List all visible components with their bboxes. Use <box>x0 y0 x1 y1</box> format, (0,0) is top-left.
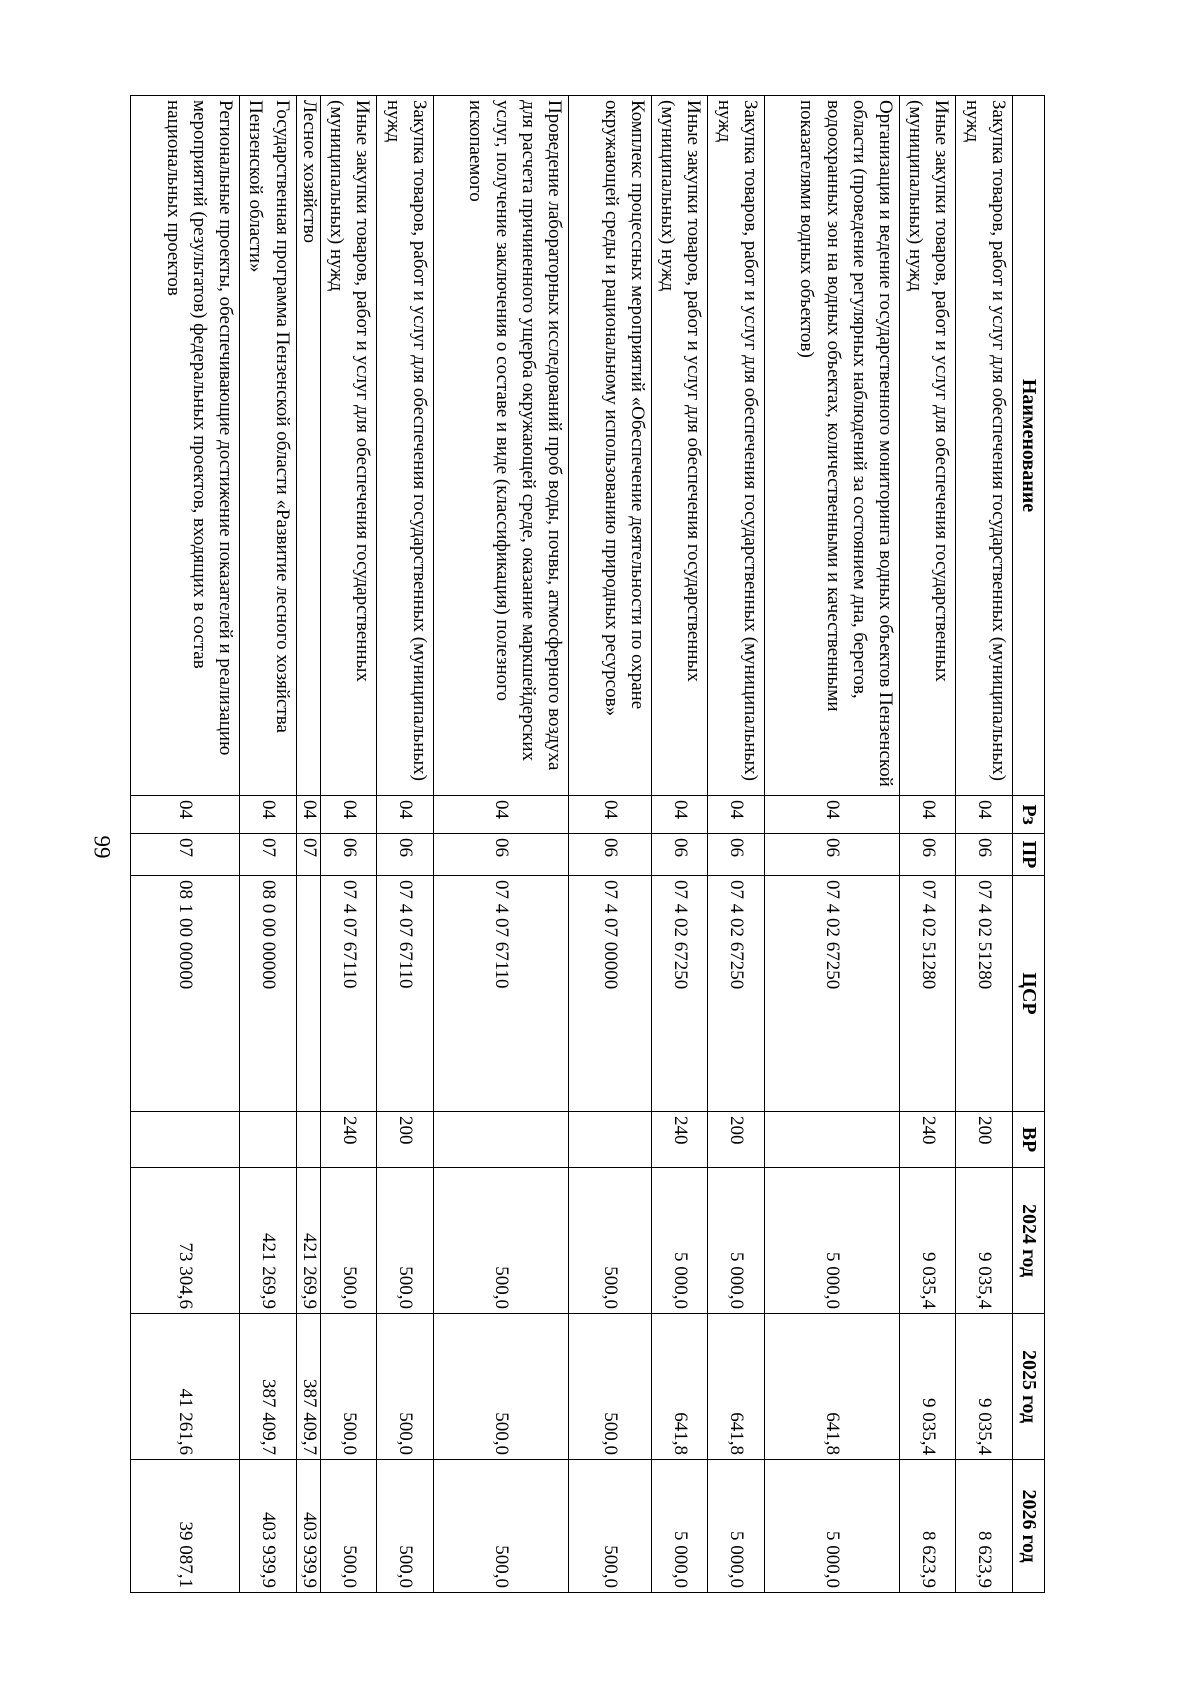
cell-csr: 07 4 02 51280 <box>956 876 1013 1112</box>
cell-2025: 500,0 <box>569 1314 652 1460</box>
cell-csr: 08 0 00 00000 <box>240 876 297 1112</box>
header-2026: 2026 год <box>1013 1460 1045 1593</box>
cell-2026: 500,0 <box>433 1460 568 1593</box>
cell-pr: 06 <box>900 834 957 876</box>
table-header-row <box>1013 96 1045 1593</box>
cell-pr: 07 <box>131 834 240 876</box>
cell-csr: 07 4 02 67250 <box>764 876 899 1112</box>
table-row <box>131 96 240 1593</box>
cell-name: Закупка товаров, работ и услуг для обеспечения государственных (муниципальных) нужд <box>956 96 1013 796</box>
cell-vr <box>131 1112 240 1168</box>
cell-2026: 5 000,0 <box>764 1460 899 1593</box>
header-2024: 2024 год <box>1013 1168 1045 1314</box>
cell-pr: 06 <box>651 834 708 876</box>
cell-vr: 200 <box>377 1112 434 1168</box>
cell-vr <box>569 1112 652 1168</box>
cell-2026: 500,0 <box>569 1460 652 1593</box>
rotated-table-container <box>130 95 1045 1592</box>
table-row <box>708 96 765 1593</box>
cell-csr <box>296 876 320 1112</box>
cell-vr <box>433 1112 568 1168</box>
cell-rz: 04 <box>651 796 708 834</box>
cell-2026: 39 087,1 <box>131 1460 240 1593</box>
cell-2024: 5 000,0 <box>708 1168 765 1314</box>
table-row <box>240 96 297 1593</box>
cell-pr: 07 <box>296 834 320 876</box>
cell-rz: 04 <box>764 796 899 834</box>
cell-2026: 8 623,9 <box>900 1460 957 1593</box>
cell-rz: 04 <box>569 796 652 834</box>
cell-2025: 9 035,4 <box>956 1314 1013 1460</box>
table-row <box>296 96 320 1593</box>
cell-pr: 06 <box>433 834 568 876</box>
table-row <box>900 96 957 1593</box>
cell-2026: 8 623,9 <box>956 1460 1013 1593</box>
cell-pr: 06 <box>377 834 434 876</box>
cell-csr: 07 4 07 67110 <box>433 876 568 1112</box>
cell-csr: 07 4 02 51280 <box>900 876 957 1112</box>
cell-rz: 04 <box>320 796 377 834</box>
cell-2026: 500,0 <box>320 1460 377 1593</box>
header-rz: Рз <box>1013 796 1045 834</box>
cell-name: Закупка товаров, работ и услуг для обеспечения государственных (муниципальных) нужд <box>377 96 434 796</box>
cell-rz: 04 <box>433 796 568 834</box>
table-row <box>320 96 377 1593</box>
cell-name: Иные закупки товаров, работ и услуг для обеспечения государственных (муниципальных) нужд <box>651 96 708 796</box>
cell-name: Региональные проекты, обеспечивающие достижение показателей и реализацию мероприятий (результатов) федеральных проектов, входящих в состав национальных проектов <box>131 96 240 796</box>
cell-2024: 9 035,4 <box>956 1168 1013 1314</box>
cell-vr <box>764 1112 899 1168</box>
table-row <box>433 96 568 1593</box>
header-2025: 2025 год <box>1013 1314 1045 1460</box>
cell-rz: 04 <box>708 796 765 834</box>
table-row <box>651 96 708 1593</box>
cell-vr: 200 <box>708 1112 765 1168</box>
cell-2025: 500,0 <box>433 1314 568 1460</box>
cell-name: Комплекс процессных мероприятий «Обеспечение деятельности по охране окружающей среды и рациональному использованию природных ресурсов» <box>569 96 652 796</box>
cell-2026: 5 000,0 <box>651 1460 708 1593</box>
cell-2024: 421 269,9 <box>240 1168 297 1314</box>
cell-2024: 5 000,0 <box>651 1168 708 1314</box>
page-number: 99 <box>89 835 115 859</box>
cell-2025: 641,8 <box>764 1314 899 1460</box>
cell-csr: 07 4 02 67250 <box>708 876 765 1112</box>
cell-pr: 06 <box>569 834 652 876</box>
cell-pr: 06 <box>708 834 765 876</box>
cell-rz: 04 <box>240 796 297 834</box>
cell-pr: 06 <box>764 834 899 876</box>
cell-vr: 240 <box>320 1112 377 1168</box>
cell-2025: 500,0 <box>320 1314 377 1460</box>
header-csr: ЦСР <box>1013 876 1045 1112</box>
cell-2026: 5 000,0 <box>708 1460 765 1593</box>
cell-pr: 06 <box>320 834 377 876</box>
cell-rz: 04 <box>956 796 1013 834</box>
cell-2026: 403 939,9 <box>296 1460 320 1593</box>
cell-vr: 200 <box>956 1112 1013 1168</box>
cell-name: Иные закупки товаров, работ и услуг для обеспечения государственных (муниципальных) нужд <box>320 96 377 796</box>
cell-vr <box>240 1112 297 1168</box>
cell-2024: 9 035,4 <box>900 1168 957 1314</box>
cell-2024: 500,0 <box>569 1168 652 1314</box>
cell-2025: 641,8 <box>708 1314 765 1460</box>
cell-vr: 240 <box>900 1112 957 1168</box>
cell-2024: 5 000,0 <box>764 1168 899 1314</box>
cell-vr: 240 <box>651 1112 708 1168</box>
header-name: Наименование <box>1013 96 1045 796</box>
cell-2025: 387 409,7 <box>296 1314 320 1460</box>
cell-2025: 387 409,7 <box>240 1314 297 1460</box>
cell-2024: 421 269,9 <box>296 1168 320 1314</box>
cell-2026: 403 939,9 <box>240 1460 297 1593</box>
cell-2024: 500,0 <box>433 1168 568 1314</box>
cell-csr: 07 4 07 67110 <box>320 876 377 1112</box>
cell-rz: 04 <box>900 796 957 834</box>
table-row <box>764 96 899 1593</box>
cell-rz: 04 <box>377 796 434 834</box>
budget-table <box>130 95 1045 1593</box>
cell-2026: 500,0 <box>377 1460 434 1593</box>
cell-csr: 07 4 02 67250 <box>651 876 708 1112</box>
cell-2024: 73 304,6 <box>131 1168 240 1314</box>
cell-name: Лесное хозяйство <box>296 96 320 796</box>
header-pr: ПР <box>1013 834 1045 876</box>
cell-pr: 06 <box>956 834 1013 876</box>
cell-name: Иные закупки товаров, работ и услуг для обеспечения государственных (муниципальных) нужд <box>900 96 957 796</box>
cell-vr <box>296 1112 320 1168</box>
cell-csr: 08 1 00 00000 <box>131 876 240 1112</box>
cell-2025: 41 261,6 <box>131 1314 240 1460</box>
cell-name: Организация и ведение государственного мониторинга водных объектов Пензенской области (проведение регулярных наблюдений за состоянием дна, берегов, водоохранных зон на водных объектах, количественными и качественными показателями водных объектов) <box>764 96 899 796</box>
header-vr: ВР <box>1013 1112 1045 1168</box>
cell-2024: 500,0 <box>320 1168 377 1314</box>
table-row <box>377 96 434 1593</box>
cell-name: Закупка товаров, работ и услуг для обеспечения государственных (муниципальных) нужд <box>708 96 765 796</box>
cell-csr: 07 4 07 00000 <box>569 876 652 1112</box>
cell-name: Государственная программа Пензенской области «Развитие лесного хозяйства Пензенской области» <box>240 96 297 796</box>
cell-2025: 9 035,4 <box>900 1314 957 1460</box>
cell-2025: 500,0 <box>377 1314 434 1460</box>
table-row <box>569 96 652 1593</box>
cell-name: Проведение лабораторных исследований проб воды, почвы, атмосферного воздуха для расчета причиненного ущерба окружающей среде, оказание маркшейдерских услуг, получение заключения о составе и виде (классификация) полезного ископаемого <box>433 96 568 796</box>
cell-pr: 07 <box>240 834 297 876</box>
cell-rz: 04 <box>131 796 240 834</box>
cell-rz: 04 <box>296 796 320 834</box>
cell-2024: 500,0 <box>377 1168 434 1314</box>
table-row <box>956 96 1013 1593</box>
cell-csr: 07 4 07 67110 <box>377 876 434 1112</box>
cell-2025: 641,8 <box>651 1314 708 1460</box>
